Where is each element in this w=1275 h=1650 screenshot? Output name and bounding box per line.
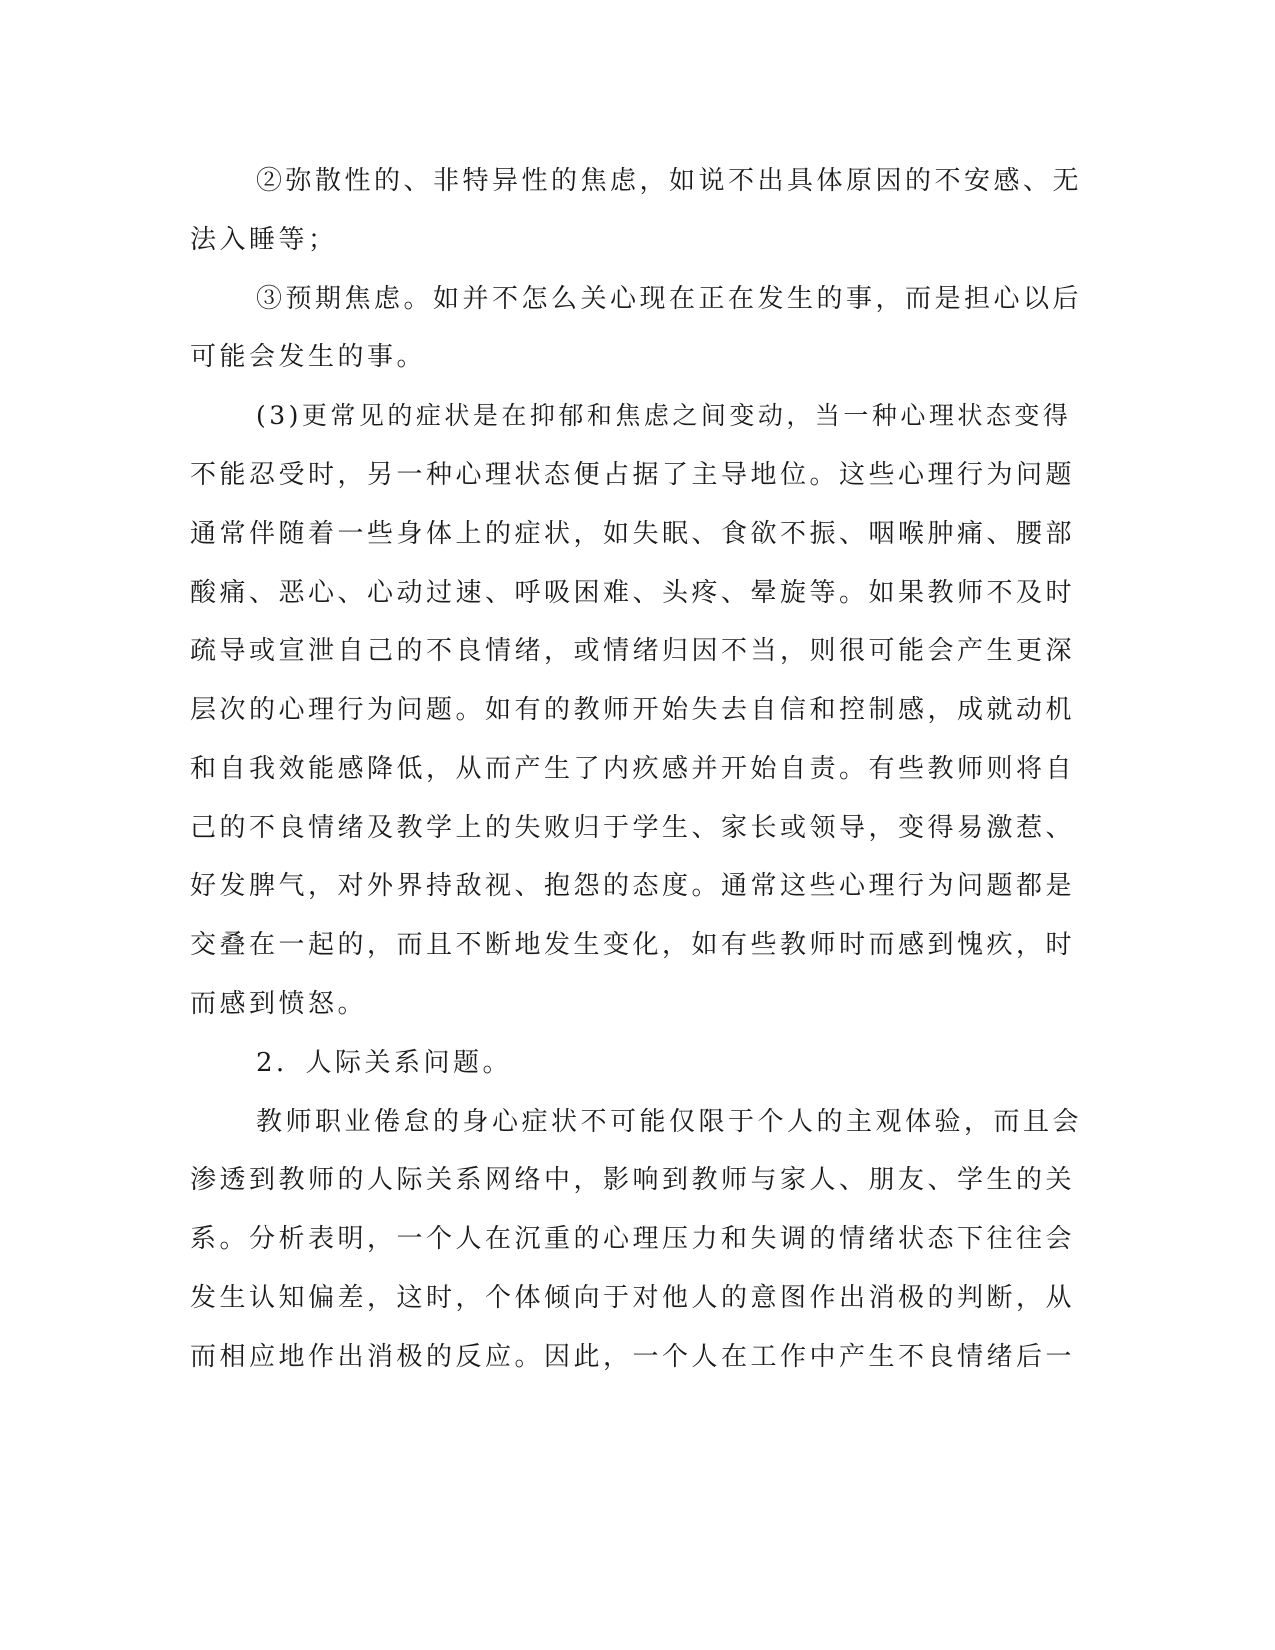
- text-line: 教师职业倦怠的身心症状不可能仅限于个人的主观体验，而且会: [256, 1107, 1083, 1137]
- text-line: 交叠在一起的，而且不断地发生变化，如有些教师时而感到愧疚，时: [190, 930, 1076, 960]
- text-line: ②弥散性的、非特异性的焦虑，如说不出具体原因的不安感、无: [256, 166, 1083, 196]
- text-line: 己的不良情绪及教学上的失败归于学生、家长或领导，变得易激惹、: [190, 813, 1076, 843]
- text-line: 可能会发生的事。: [190, 342, 427, 372]
- section-heading: 2．人际关系问题。: [256, 1048, 513, 1078]
- text-line: 法入睡等；: [190, 225, 338, 255]
- text-line: 好发脾气，对外界持敌视、抱怨的态度。通常这些心理行为问题都是: [190, 871, 1076, 901]
- text-line: (3)更常见的症状是在抑郁和焦虑之间变动，当一种心理状态变得: [256, 401, 1072, 430]
- text-line: 而感到愤怒。: [190, 989, 368, 1019]
- text-line: 酸痛、恶心、心动过速、呼吸困难、头疼、晕旋等。如果教师不及时: [190, 578, 1076, 608]
- text-line: 渗透到教师的人际关系网络中，影响到教师与家人、朋友、学生的关: [190, 1165, 1076, 1195]
- text-line: 层次的心理行为问题。如有的教师开始失去自信和控制感，成就动机: [190, 695, 1076, 725]
- text-line: 疏导或宣泄自己的不良情绪，或情绪归因不当，则很可能会产生更深: [190, 636, 1076, 666]
- text-line: 而相应地作出消极的反应。因此，一个人在工作中产生不良情绪后一: [190, 1342, 1076, 1372]
- text-line: 和自我效能感降低，从而产生了内疚感并开始自责。有些教师则将自: [190, 754, 1076, 784]
- text-line: 不能忍受时，另一种心理状态便占据了主导地位。这些心理行为问题: [190, 460, 1076, 490]
- text-line: 系。分析表明，一个人在沉重的心理压力和失调的情绪状态下往往会: [190, 1224, 1076, 1254]
- text-line: 通常伴随着一些身体上的症状，如失眠、食欲不振、咽喉肿痛、腰部: [190, 519, 1076, 549]
- text-line: ③预期焦虑。如并不怎么关心现在正在发生的事，而是担心以后: [256, 284, 1083, 314]
- text-line: 发生认知偏差，这时，个体倾向于对他人的意图作出消极的判断，从: [190, 1283, 1076, 1313]
